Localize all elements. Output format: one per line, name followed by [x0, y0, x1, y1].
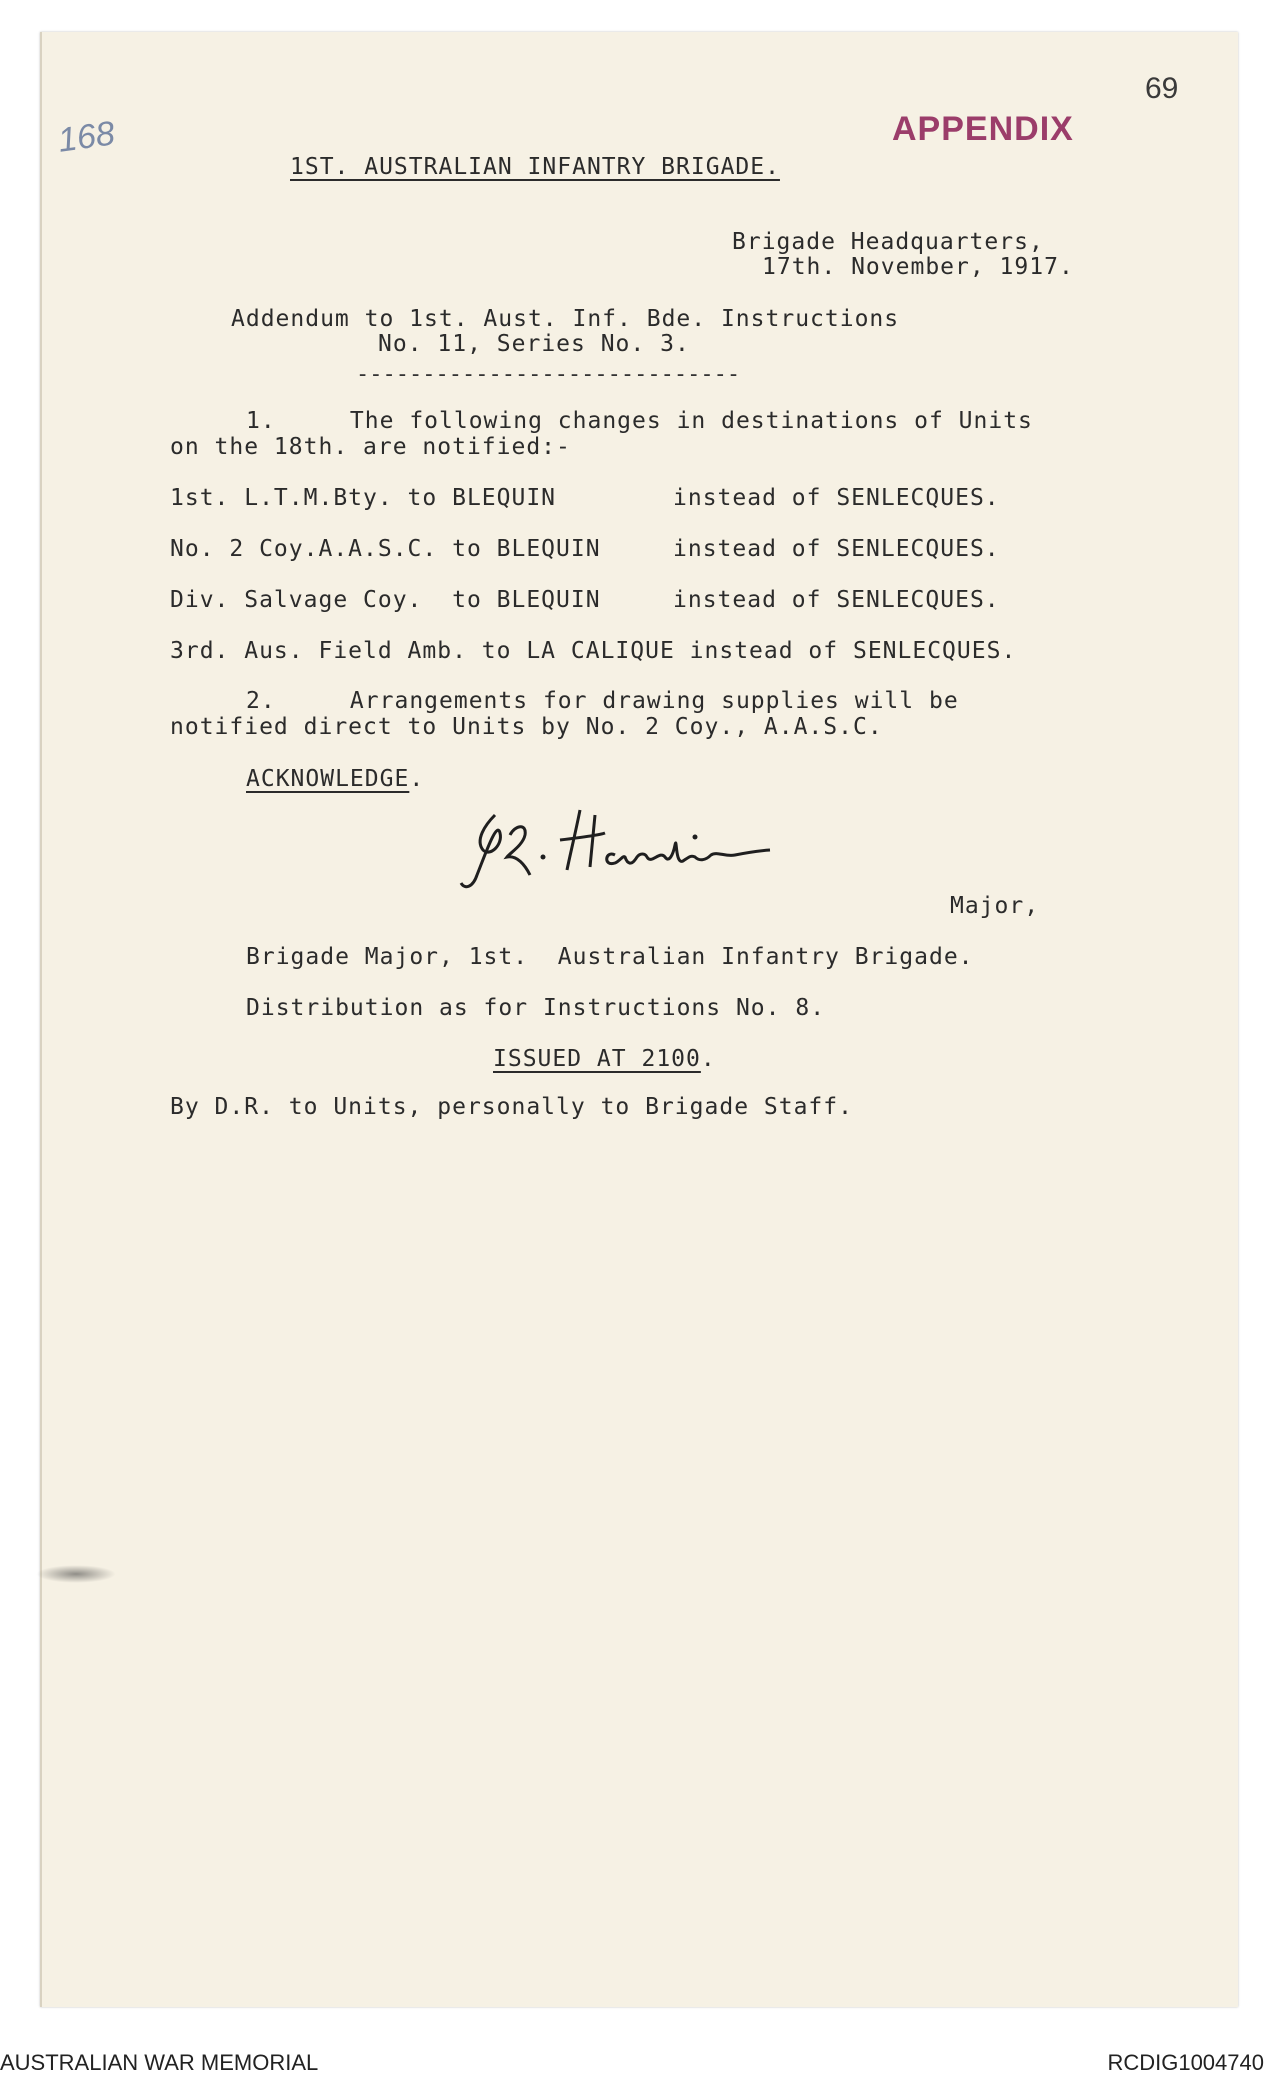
acknowledge-label: ACKNOWLEDGE: [246, 766, 410, 792]
distribution-line: Distribution as for Instructions No. 8.: [246, 995, 826, 1021]
signature-text: R. Hardie: [455, 795, 461, 796]
document-heading: 1ST. AUSTRALIAN INFANTRY BRIGADE.: [290, 154, 780, 180]
subject-line-2: No. 11, Series No. 3.: [378, 331, 690, 357]
change-instead-2: instead of SENLECQUES.: [673, 536, 1000, 562]
para2-line-1: 2. Arrangements for drawing supplies will be: [246, 688, 959, 714]
para1-line-1: 1. The following changes in destinations of Units: [246, 408, 1033, 434]
para1-line-2: on the 18th. are notified:-: [170, 434, 571, 460]
change-unit-3: Div. Salvage Coy. to BLEQUIN: [170, 587, 601, 613]
change-unit-1: 1st. L.T.M.Bty. to BLEQUIN: [170, 485, 557, 511]
folio-number: 69: [1145, 72, 1179, 105]
issued-label: ISSUED AT 2100: [493, 1046, 701, 1072]
acknowledge-line: ACKNOWLEDGE.: [246, 766, 425, 792]
issued-line: ISSUED AT 2100.: [493, 1046, 716, 1072]
para2-line-2: notified direct to Units by No. 2 Coy., A.A.S.C.: [170, 714, 883, 740]
appendix-stamp: APPENDIX: [892, 110, 1074, 148]
change-line-4: 3rd. Aus. Field Amb. to LA CALIQUE instead of SENLECQUES.: [170, 638, 1017, 664]
delivery-line: By D.R. to Units, personally to Brigade Staff.: [170, 1094, 853, 1120]
signatory-rank: Major,: [950, 893, 1040, 919]
subject-rule: -----------------------------: [356, 362, 741, 387]
pencil-folio-number: 168: [55, 114, 118, 160]
change-instead-3: instead of SENLECQUES.: [673, 587, 1000, 613]
subject-line-1: Addendum to 1st. Aust. Inf. Bde. Instructions: [231, 306, 900, 332]
footer-institution: AUSTRALIAN WAR MEMORIAL: [0, 2050, 319, 2075]
footer-record-id: RCDIG1004740: [1107, 2050, 1264, 2075]
change-unit-2: No. 2 Coy.A.A.S.C. to BLEQUIN: [170, 536, 601, 562]
ink-smudge: [36, 1565, 116, 1583]
handwritten-signature: [455, 795, 795, 905]
signatory-title: Brigade Major, 1st. Australian Infantry Brigade.: [246, 944, 974, 970]
hq-date: 17th. November, 1917.: [762, 254, 1074, 280]
hq-line-1: Brigade Headquarters,: [732, 229, 1044, 255]
change-instead-1: instead of SENLECQUES.: [673, 485, 1000, 511]
